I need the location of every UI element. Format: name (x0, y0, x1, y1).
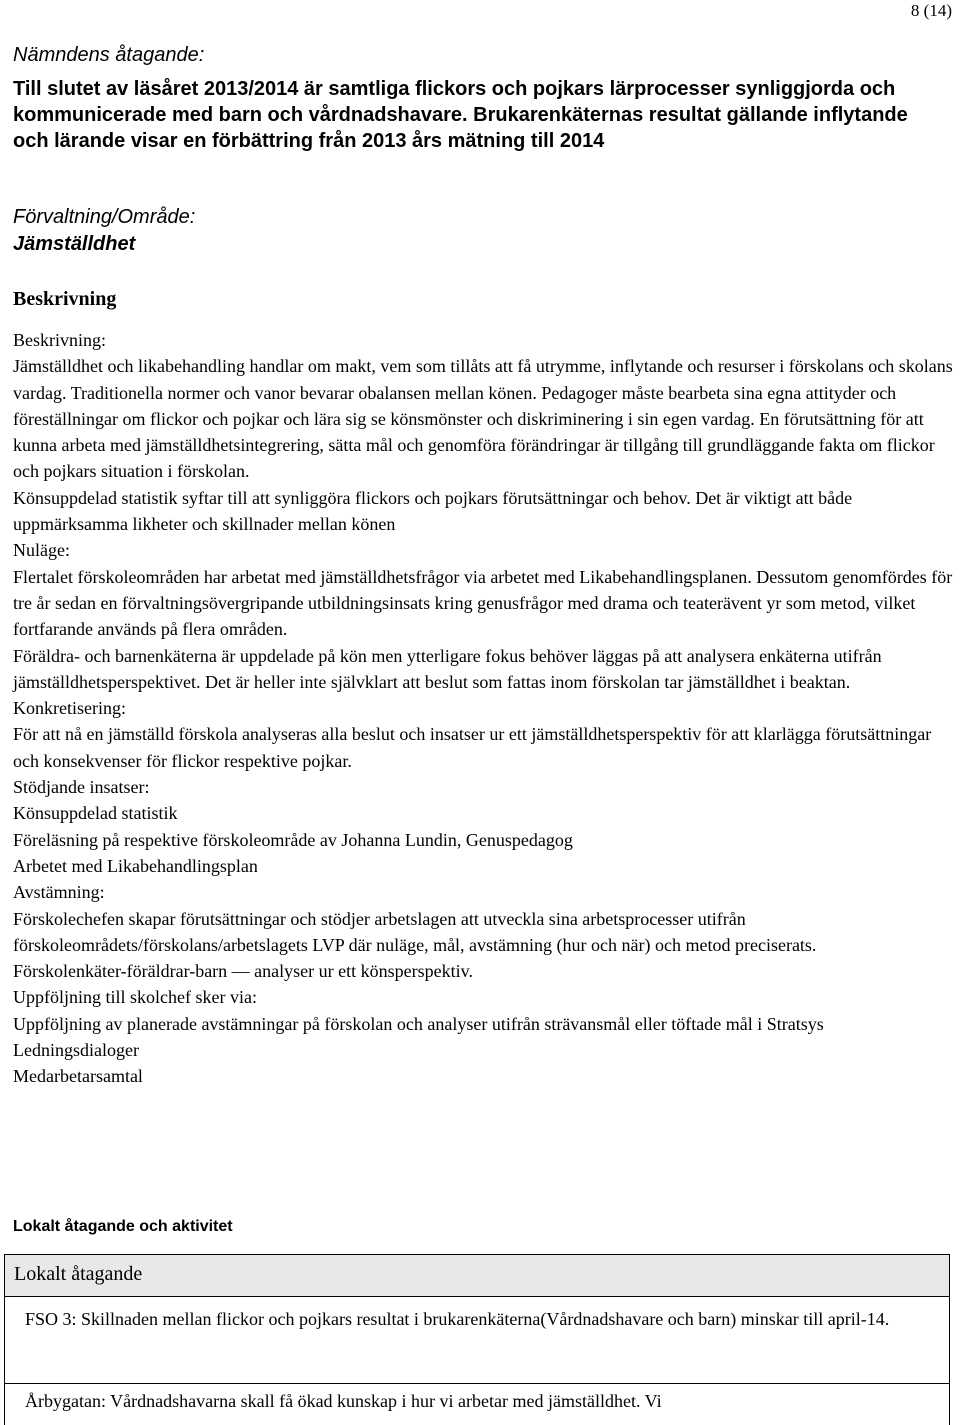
body-paragraph: Könsuppdelad statistik syftar till att synliggöra flickors och pojkars förutsättningar och behov. Det är viktigt att både uppmärksamma likheter och skillnader mellan könen (13, 487, 853, 535)
description-body (13, 327, 955, 1090)
body-paragraph: Jämställdhet och likabehandling handlar om makt, vem som tillåts att få utrymme, inflytande och resurser i förskolans och skolans vardag. Traditionella normer och vanor bevarar obalansen mellan könen. Pedagoger måste bearbeta sina egna attityder och föreställningar om flickor och pojkar och lära sig se könsmönster och diskriminering i sin egen vardag. En förutsättning för att kunna arbeta med jämställdhetsintegrering, sätta mål och genomföra förändringar är tillgång till grundläggande fakta om flickor och pojkars situation i förskolan. (13, 356, 953, 482)
body-paragraph: Uppföljning av planerade avstämningar på förskolan och analyser utifrån strävansmål eller töftade mål i Stratsys (13, 1013, 824, 1034)
body-paragraph: Avstämning: (13, 882, 105, 903)
forvaltning-label: Förvaltning/Område: (13, 206, 196, 228)
body-paragraph: Konkretisering: (13, 698, 126, 719)
body-paragraph: Förskolechefen skapar förutsättningar och stödjer arbetslagen att utveckla sina arbetsprocesser utifrån förskoleområdets/förskolans/arbetslagets LVP där nuläge, mål, avstämning (hur och när) och metod preciserats. (13, 908, 817, 955)
table-header: Lokalt åtagande (5, 1255, 949, 1297)
body-paragraph: Medarbetarsamtal (13, 1066, 143, 1087)
namndens-atagande-text: Till slutet av läsåret 2013/2014 är samtliga flickors och pojkars lärprocesser synliggjorda och kommunicerade med barn och vårdnadshavare. Brukarenkäternas resultat gällande inflytande och lärande visar en förbättring från 2013 års mätning till 2014 (13, 78, 908, 152)
body-paragraph: Ledningsdialoger (13, 1040, 139, 1061)
body-paragraph: Uppföljning till skolchef sker via: (13, 987, 257, 1008)
body-paragraph: Beskrivning: (13, 330, 106, 350)
page-number: 8 (14) (910, 1, 952, 20)
namndens-atagande-label: Nämndens åtagande: (13, 44, 205, 66)
body-paragraph: Könsuppdelad statistik (13, 803, 178, 824)
arbygatan-cell: Årbygatan: Vårdnadshavarna skall få ökad kunskap i hur vi arbetar med jämställdhet. Vi (25, 1391, 662, 1411)
body-paragraph: Nuläge: (13, 540, 70, 561)
forvaltning-value: Jämställdhet (13, 233, 136, 255)
beskrivning-heading: Beskrivning (13, 288, 117, 310)
body-paragraph: För att nå en jämställd förskola analyseras alla beslut och insatser ur ett jämställdhetsperspektiv för att klarlägga förutsättningar och konsekvenser för flickor respektive pojkar. (13, 724, 932, 771)
body-paragraph: Föreläsning på respektive förskoleområde av Johanna Lundin, Genuspedagog (13, 829, 573, 850)
body-paragraph: Föräldra- och barnenkäterna är uppdelade på kön men ytterligare fokus behöver läggas på att analysera enkäterna utifrån jämställdhetsperspektivet. Det är heller inte självklart att beslut som fattas inom förskolan tar jämställdhet i beaktan. (13, 645, 882, 692)
body-paragraph: Förskolenkäter-föräldrar-barn — analyser ur ett könsperspektiv. (13, 961, 473, 982)
body-paragraph: Stödjande insatser: (13, 777, 150, 798)
body-paragraph: Flertalet förskoleområden har arbetat med jämställdhetsfrågor via arbetet med Likabehandlingsplanen. Dessutom genomfördes för tre år sedan en förvaltningsövergripande utbildningsinsats kring genusfrågor med drama och teaterävent yr som metod, vilket fortfarande används på flera områden. (13, 566, 953, 640)
lokalt-atagande-heading: Lokalt åtagande och aktivitet (13, 1218, 233, 1235)
fso-cell: FSO 3: Skillnaden mellan flickor och pojkars resultat i brukarenkäterna(Vårdnadshavare och barn) minskar till april-14. (25, 1309, 890, 1329)
body-paragraph: Arbetet med Likabehandlingsplan (13, 855, 258, 876)
lokalt-atagande-table (4, 1254, 950, 1425)
